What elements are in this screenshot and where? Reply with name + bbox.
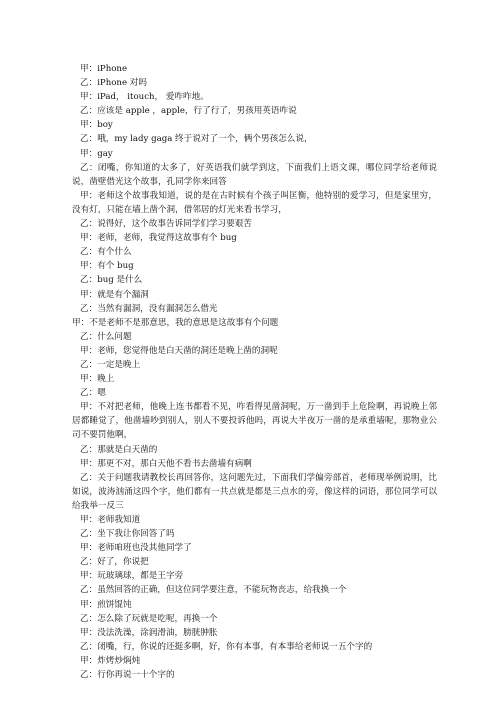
dialogue-line: 乙：应该是 apple ，apple，行了行了，男孩用英语咋说 <box>80 106 297 117</box>
dialogue-line: 乙：有个什么 <box>80 247 132 258</box>
dialogue-line: 甲：老师，老师，我觉得这故事有个 bug <box>80 233 237 244</box>
dialogue-line: 乙：好了，你说把 <box>80 557 149 568</box>
dialogue-paragraph: 甲：不对把老师，他晚上连书都看不见，咋看得见凿洞呢，万一凿到手上危险啊，再说晚上邻居都睡觉了，他凿墙吵到别人，别人不要投诉他吗，再说大半夜万一凿的是承重墙呢，那物业公司不要罚他啊， <box>72 402 437 441</box>
dialogue-line: 甲：晚上 <box>80 374 115 385</box>
dialogue-line: 甲：那更不对，那白天他不看书去凿墙有病啊 <box>80 458 252 469</box>
dialogue-line: 甲：iPhone <box>80 64 128 74</box>
dialogue-line: 甲：炸烤炒焖炖 <box>80 655 141 666</box>
dialogue-line: 甲：老师，您觉得他是白天凿的洞还是晚上凿的洞呢 <box>80 345 278 356</box>
dialogue-line: 甲：就是有个漏洞 <box>80 289 149 300</box>
dialogue-line: 乙：那就是白天凿的 <box>80 444 158 455</box>
dialogue-line: 甲：没法洗澡，涂润滑油，膀胱肿胀 <box>80 627 218 638</box>
dialogue-line: 甲：gay <box>80 148 113 159</box>
dialogue-line: 乙：说得好，这个故事告诉同学们学习要艰苦 <box>80 219 252 230</box>
dialogue-line: 甲：boy <box>80 120 113 131</box>
dialogue-line: 乙：bug 是什么 <box>80 275 143 286</box>
dialogue-line: 甲：iPad， itouch， 爱咋咋地。 <box>80 92 209 103</box>
dialogue-line: 甲：有个 bug <box>80 261 134 272</box>
dialogue-line: 乙：虽然回答的正确，但这位同学要注意，不能玩物丧志，给我换一个 <box>80 585 347 596</box>
dialogue-line: 甲：煎饼馄饨 <box>80 599 132 610</box>
dialogue-line: 乙：iPhone 对吗 <box>80 78 147 89</box>
dialogue-line: 甲：玩玻璃球，都是王字旁 <box>80 571 184 582</box>
dialogue-line: 乙：嗯 <box>80 388 106 399</box>
dialogue-line: 乙：哦，my lady gaga 终于说对了一个，俩个男孩怎么说， <box>80 134 313 145</box>
dialogue-paragraph: 甲：老师这个故事我知道，说的是在古时候有个孩子叫匡衡，他特别的爱学习，但是家里穷，没有灯，只能在墙上凿个洞，借邻居的灯光来看书学习， <box>72 190 437 215</box>
dialogue-line: 甲：老师我知道 <box>80 515 141 525</box>
dialogue-line: 乙：坐下我让你回答了吗 <box>80 529 175 540</box>
dialogue-line: 乙：一定是晚上 <box>80 359 141 370</box>
dialogue-line: 甲：老师咱班也没其他同学了 <box>80 543 192 554</box>
document-body <box>72 62 437 682</box>
dialogue-line: 乙：怎么除了玩就是吃呢，再换一个 <box>80 613 218 624</box>
dialogue-paragraph: 乙：闭嘴，你知道的太多了，好英语我们就学到这，下面我们上语文课，哪位同学给老师说说，凿壁借光这个故事，孔同学你来回答 <box>72 162 437 187</box>
dialogue-line: 乙：闭嘴，行，你说的还挺多啊，好，你有本事，有本事给老师说一五个字的 <box>80 641 373 652</box>
dialogue-line: 乙：行你再说一十个字的 <box>80 670 175 681</box>
dialogue-line: 甲：不是老师不是那意思，我的意思是这故事有个问题 <box>72 317 279 328</box>
dialogue-line: 乙：什么问题 <box>80 331 132 342</box>
dialogue-paragraph: 乙：关于问题我请教校长再回答你，这问题先过，下面我们学偏旁部首，老师现举例说明，比如说，波涛汹涌这四个字，他们都有一共点就是都是三点水的旁，像这样的词语，那位同学可以给我举一反三 <box>72 472 437 511</box>
dialogue-line: 乙：当然有漏洞，没有漏洞怎么借光 <box>80 303 218 314</box>
